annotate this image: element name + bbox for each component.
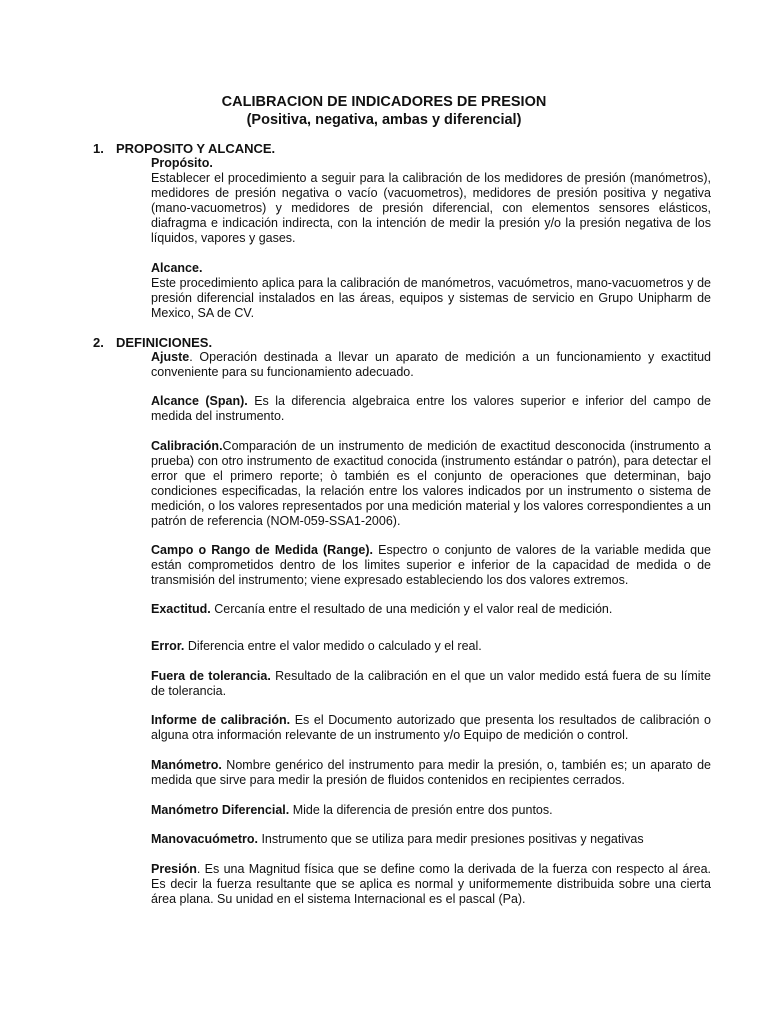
definition-text: Nombre genérico del instrumento para medir la presión, o, también es; un aparato de medida que sirve para medir la presión de fluidos contenidos en recipientes cerrados. [151,758,711,787]
definition-text: Instrumento que se utiliza para medir presiones positivas y negativas [257,832,644,846]
section-number: 2. [93,335,104,350]
definition-text: Cercanía entre el resultado de una medición y el valor real de medición. [210,602,613,616]
subsection-title: Alcance. [151,261,203,275]
definition-text: Resultado de la calibración en el que un valor medido está fuera de su límite de tolerancia. [151,669,711,698]
definition-term: Manovacuómetro. [151,832,258,846]
definition-term: Manómetro. [151,758,222,772]
section-2-heading [93,335,212,350]
definition-term: Presión [151,862,197,876]
definition-item [151,439,711,529]
definition-item [151,832,711,847]
definition-item [151,602,711,617]
definition-text: . Es una Magnitud física que se define como la derivada de la fuerza con respecto al área. Es decir la fuerza resultante que se aplica es normal y uniformemente distribuida sobre una cierta área plana. Su unidad en el sistema Internacional es el pascal (Pa). [151,862,711,906]
definition-item [151,758,711,788]
definition-text: Diferencia entre el valor medido o calculado y el real. [184,639,482,653]
section-title: DEFINICIONES. [116,335,213,350]
subsection-text: Establecer el procedimiento a seguir para la calibración de los medidores de presión (manómetros), medidores de presión negativa o vacío (vacuometros), medidores de presión positiva y negativa (mano-vacuometros) y medidores de presión diferencial, con elementos sensores elásticos, diafragma e indicación indirecta, con la intención de medir la presión y/o la presión negativa de los líquidos, vapores y gases. [151,171,711,245]
subsection-alcance [151,261,711,321]
definition-term: Calibración. [151,439,223,453]
definition-item [151,543,711,588]
subsection-title: Propósito. [151,156,213,170]
title-line-2: (Positiva, negativa, ambas y diferencial) [246,112,522,128]
definition-term: Campo o Rango de Medida (Range). [151,543,374,557]
definition-text: Es el Documento autorizado que presenta los resultados de calibración o alguna otra información relevante de un instrumento y/o Equipo de medición o control. [151,713,712,742]
section-1-heading [93,141,275,156]
title-line-1: CALIBRACION DE INDICADORES DE PRESION [221,94,547,110]
definition-item [151,394,711,424]
subsection-text: Este procedimiento aplica para la calibración de manómetros, vacuómetros, mano-vacuometros y de presión diferencial instalados en las áreas, equipos y sistemas de servicio en Grupo Unipharm de Mexico, SA de CV. [151,276,711,320]
definition-text: . Operación destinada a llevar un aparato de medición a un funcionamiento y exactitud conveniente para su funcionamiento adecuado. [151,350,711,379]
definition-item [151,669,711,699]
definition-text: Mide la diferencia de presión entre dos puntos. [289,803,553,817]
definition-term: Error. [151,639,185,653]
definition-item [151,713,711,743]
section-number: 1. [93,141,104,156]
definition-item [151,862,711,907]
definition-term: Fuera de tolerancia. [151,669,271,683]
subsection-proposito [151,156,711,246]
definition-item [151,803,711,818]
definition-text: Es la diferencia algebraica entre los valores superior e inferior del campo de medida del instrumento. [151,394,712,423]
definition-text: Comparación de un instrumento de medición de exactitud desconocida (instrumento a prueba) con otro instrumento de exactitud conocida (instrumento estándar o patrón), para detectar el error que el primero reporte; ò también es el conjunto de operaciones que determinan, bajo condiciones especificadas, la relación entre los valores indicados por un instrumento o sistema de medición, o los valores representados por una medición material y los valores correspondientes a un patrón de referencia (NOM-059-SSA1-2006). [151,439,711,528]
definition-term: Informe de calibración. [151,713,291,727]
definition-item [151,350,711,380]
definition-term: Alcance (Span). [151,394,248,408]
definition-item [151,639,711,654]
document-title [0,93,768,129]
definition-term: Exactitud. [151,602,211,616]
definition-text: Espectro o conjunto de valores de la variable medida que están comprometidos dentro de los limites superior e inferior de la capacidad de medida o de transmisión del instrumento; viene expresado estableciendo los dos valores extremos. [151,543,711,587]
section-title: PROPOSITO Y ALCANCE. [116,141,276,156]
definition-term: Ajuste [151,350,190,364]
definition-term: Manómetro Diferencial. [151,803,290,817]
